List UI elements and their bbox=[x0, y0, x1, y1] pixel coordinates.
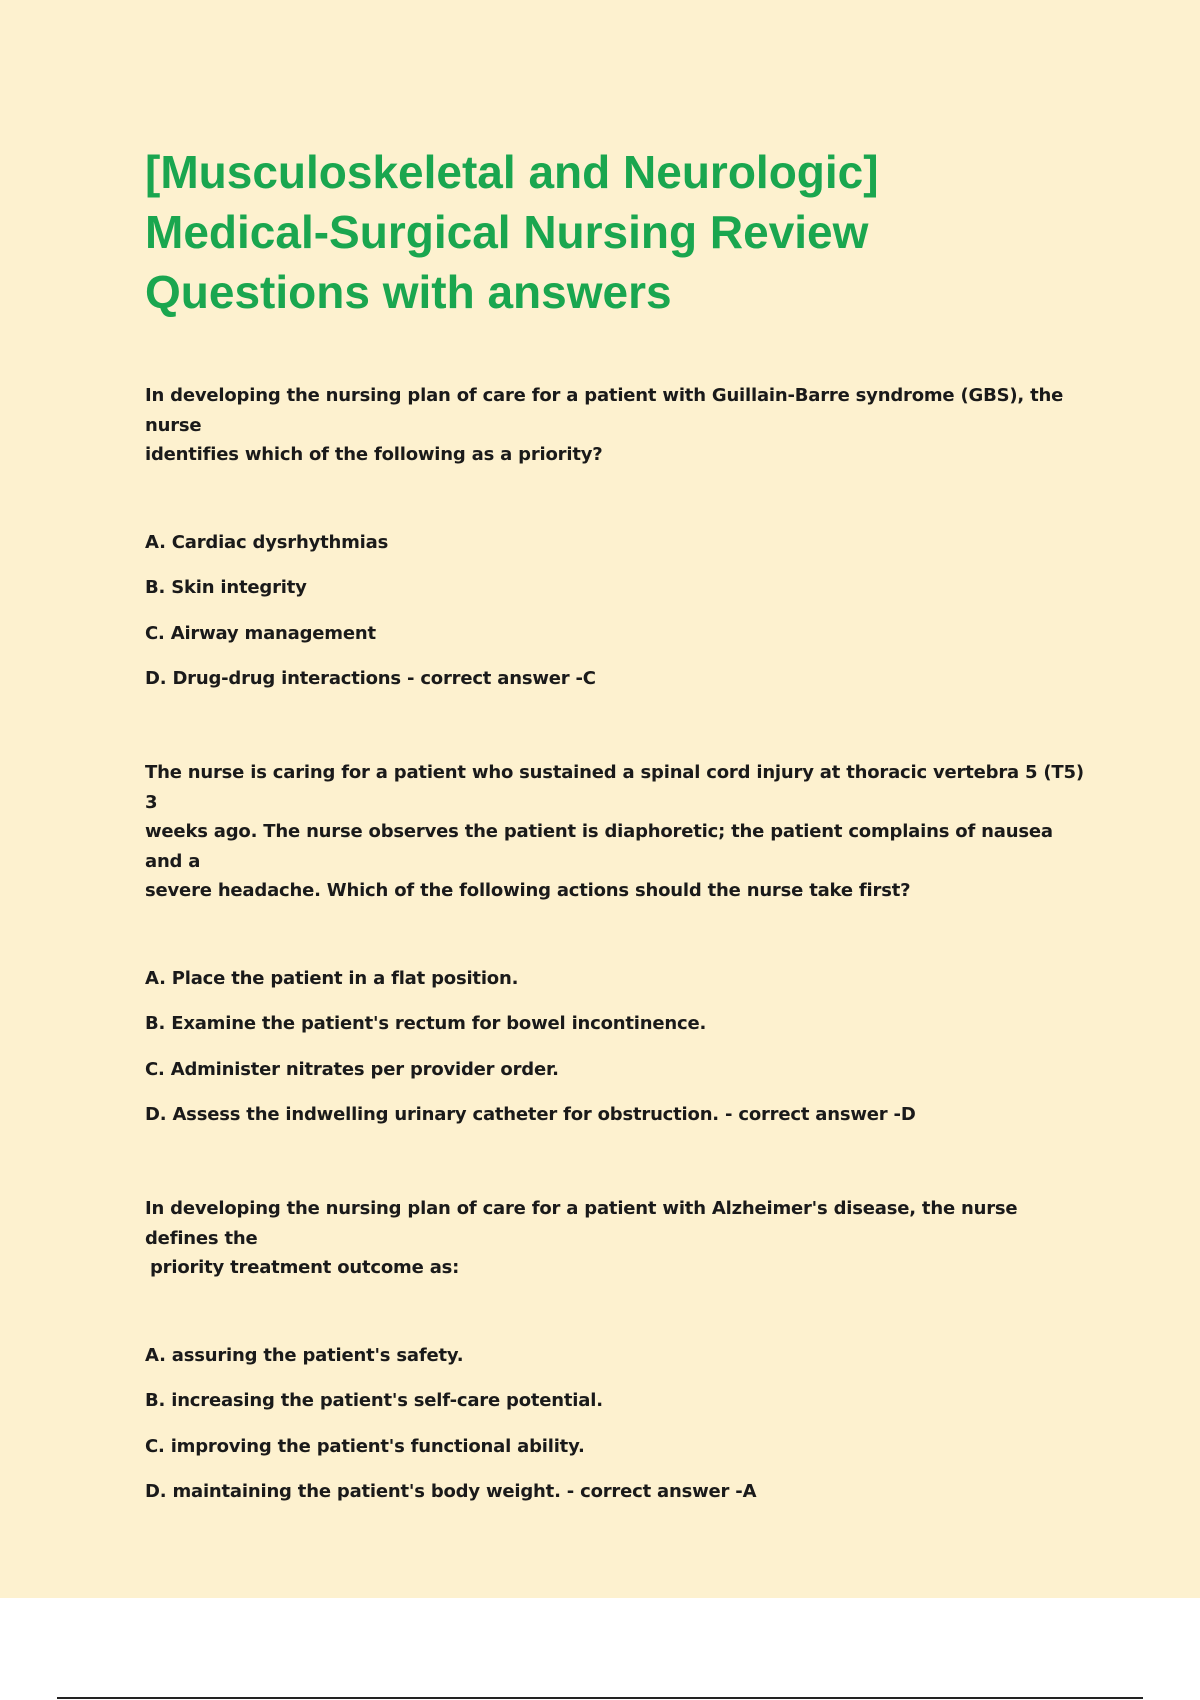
question-3-line-2: priority treatment outcome as: bbox=[150, 1257, 460, 1278]
question-2-option-d: D. Assess the indwelling urinary catheter for obstruction. - correct answer -D bbox=[145, 1104, 916, 1125]
question-1-option-c: C. Airway management bbox=[145, 622, 376, 644]
question-1-option-a: A. Cardiac dysrhythmias bbox=[145, 531, 389, 553]
question-1-options bbox=[145, 531, 1085, 692]
question-2-option-b: B. Examine the patient's rectum for bowel incontinence. bbox=[145, 1013, 707, 1034]
title-line-3: Questions with answers bbox=[145, 266, 672, 318]
question-1-text bbox=[145, 381, 1085, 470]
question-1-option-d: D. Drug-drug interactions - correct answer -C bbox=[145, 668, 596, 689]
question-2-options bbox=[145, 967, 1085, 1128]
question-2-text bbox=[145, 758, 1085, 906]
question-2-line-3: severe headache. Which of the following actions should the nurse take first? bbox=[145, 880, 911, 901]
question-3-options bbox=[145, 1344, 1085, 1505]
document-content bbox=[145, 142, 1085, 1504]
footer-divider bbox=[57, 1697, 1143, 1699]
question-2-option-a: A. Place the patient in a flat position. bbox=[145, 967, 519, 989]
question-3-option-b: B. increasing the patient's self-care potential. bbox=[145, 1390, 603, 1411]
question-2-option-c: C. Administer nitrates per provider order. bbox=[145, 1058, 559, 1080]
question-1-line-2: identifies which of the following as a priority? bbox=[145, 444, 603, 465]
question-3-option-a: A. assuring the patient's safety. bbox=[145, 1344, 464, 1366]
question-3-option-d: D. maintaining the patient's body weight. - correct answer -A bbox=[145, 1481, 757, 1502]
question-1-option-b: B. Skin integrity bbox=[145, 577, 307, 598]
question-3-option-c: C. improving the patient's functional ability. bbox=[145, 1435, 585, 1457]
question-3-text bbox=[145, 1194, 1085, 1283]
question-2-line-2: weeks ago. The nurse observes the patient is diaphoretic; the patient complains of nausea and a bbox=[145, 821, 1053, 872]
question-3-line-1: In developing the nursing plan of care for a patient with Alzheimer's disease, the nurse defines the bbox=[145, 1198, 1018, 1249]
title-line-2: Medical-Surgical Nursing Review bbox=[145, 206, 869, 258]
question-1-line-1: In developing the nursing plan of care for a patient with Guillain-Barre syndrome (GBS), the nurse bbox=[145, 385, 1064, 436]
title-line-1: [Musculoskeletal and Neurologic] bbox=[145, 146, 879, 198]
question-2-line-1: The nurse is caring for a patient who sustained a spinal cord injury at thoracic vertebra 5 (T5) 3 bbox=[145, 762, 1084, 813]
document-title bbox=[145, 142, 1085, 322]
